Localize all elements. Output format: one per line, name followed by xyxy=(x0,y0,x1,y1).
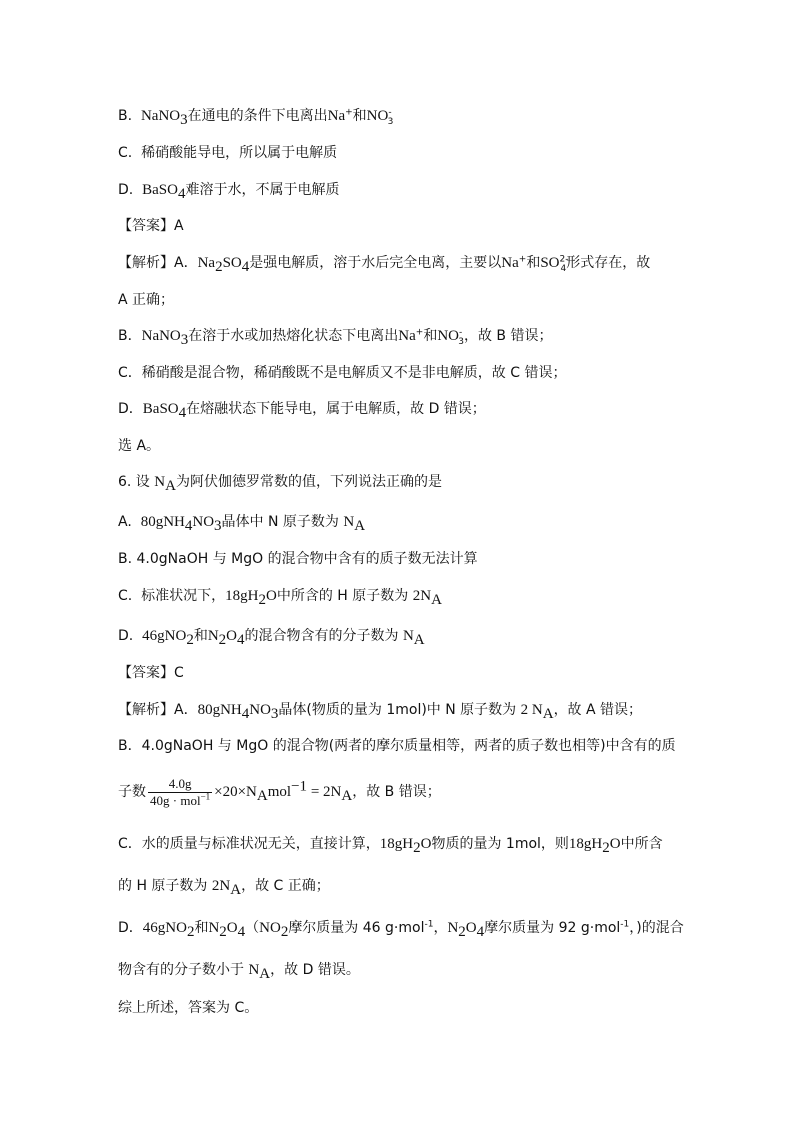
text: 稀硝酸能导电，所以属于电解质 xyxy=(141,145,338,161)
formula: 2 N xyxy=(520,702,543,718)
text: 和 xyxy=(526,255,541,271)
text: 标准状况下， xyxy=(141,588,226,604)
text: 的 H 原子数为 xyxy=(118,878,212,894)
text: ，故 B 错误； xyxy=(352,784,441,800)
subscript: 2 xyxy=(219,923,227,940)
text: 难溶于水，不属于电解质 xyxy=(185,182,340,198)
formula: 18gH xyxy=(379,836,414,852)
formula: 80gNH xyxy=(197,702,242,718)
text: 和 xyxy=(194,920,209,936)
q6-analysis-d-cont xyxy=(118,960,360,980)
subscript: A xyxy=(165,477,176,494)
formula: N xyxy=(154,474,166,490)
formula: NO xyxy=(192,514,215,530)
analysis-label: 【解析】 xyxy=(118,255,174,271)
formula: ×20×N xyxy=(214,784,257,800)
subscript: 2 xyxy=(413,839,421,856)
option-label: D. xyxy=(118,628,134,644)
answer-value: C xyxy=(174,665,184,681)
subscript: A xyxy=(256,787,268,804)
subscript: 4 xyxy=(241,705,250,722)
analysis-a xyxy=(118,253,650,273)
text: B． xyxy=(118,328,142,344)
option-label: D. xyxy=(118,182,134,198)
text: 是强电解质，溶于水后完全电离，主要以 xyxy=(249,255,502,271)
text: ，故 A 错误； xyxy=(553,702,643,718)
text: 在溶于水或加热熔化状态下电离出 xyxy=(188,328,399,344)
formula: Na xyxy=(398,328,416,344)
formula: = 2N xyxy=(307,784,342,800)
formula: O xyxy=(226,628,237,644)
formula: N xyxy=(402,628,414,644)
q6-analysis-a xyxy=(118,700,642,720)
subscript: 2 xyxy=(186,631,194,648)
subscript: 4 xyxy=(178,404,187,421)
text: ，)的混合 xyxy=(629,920,684,936)
formula: N xyxy=(248,962,260,978)
subscript: 4 xyxy=(177,185,186,202)
text: C．水的质量与标准状况无关，直接计算， xyxy=(118,836,380,852)
q6-option-c xyxy=(118,586,442,606)
formula: O xyxy=(420,836,432,852)
subscript: A xyxy=(542,705,554,722)
option-b xyxy=(118,106,393,126)
subscript: 2 xyxy=(602,839,610,856)
subscript: A xyxy=(341,787,353,804)
formula: 46gNO xyxy=(142,628,187,644)
text: 选 A。 xyxy=(118,438,161,454)
formula: NaNO xyxy=(141,328,181,344)
text: 中所含 xyxy=(620,836,663,852)
choose-line xyxy=(118,436,160,456)
subscript: 4 xyxy=(184,517,193,534)
subscript: 3 xyxy=(387,116,394,127)
subscript: A xyxy=(230,881,242,898)
formula: N xyxy=(447,920,459,936)
subscript: 2 xyxy=(186,923,195,940)
subscript: 4 xyxy=(241,258,250,275)
superscript: -1 xyxy=(424,919,434,930)
q6-analysis-c xyxy=(118,834,663,854)
q6-analysis-d xyxy=(118,918,684,938)
text: 和 xyxy=(352,108,367,124)
formula: 2N xyxy=(412,588,432,604)
formula: O xyxy=(465,920,477,936)
formula: Na xyxy=(197,255,216,271)
text: 物质的量为 1mol，则 xyxy=(431,836,569,852)
formula: 18gH xyxy=(225,588,259,604)
subscript: 4 xyxy=(237,923,246,940)
subscript: 4 xyxy=(560,263,567,274)
q6-option-a xyxy=(118,512,365,532)
subscript: 4 xyxy=(476,923,485,940)
text: （ xyxy=(245,920,260,936)
formula: O xyxy=(226,920,238,936)
answer-label: 【答案】 xyxy=(118,665,174,681)
option-label: C. xyxy=(118,588,133,604)
superscript: - xyxy=(388,107,392,118)
question-6-stem xyxy=(118,472,442,492)
q6-analysis-b-formula xyxy=(118,774,441,810)
subscript: 3 xyxy=(180,111,188,128)
subscript: 2 xyxy=(258,591,266,608)
formula: Na xyxy=(327,108,346,124)
formula: BaSO xyxy=(142,182,178,198)
text: B．4.0gNaOH 与 MgO 的混合物(两者的摩尔质量相等，两者的质子数也相等)中含有的质 xyxy=(118,738,676,754)
formula: NO xyxy=(259,920,281,936)
subscript: 3 xyxy=(458,336,464,347)
subscript: A xyxy=(354,517,366,534)
text: D． xyxy=(118,401,143,417)
subscript: 2 xyxy=(458,923,466,940)
subscript: A xyxy=(413,631,425,648)
analysis-label: 【解析】 xyxy=(118,702,174,718)
subscript: 2 xyxy=(218,631,227,648)
text: 在通电的条件下电离出 xyxy=(187,108,328,124)
subscript: A xyxy=(259,965,271,982)
text: 在熔融状态下能导电，属于电解质，故 D 错误； xyxy=(186,401,486,417)
formula: SO xyxy=(540,255,560,271)
subscript: 3 xyxy=(180,331,189,348)
text: 摩尔质量为 92 g·mol xyxy=(484,920,621,936)
text: 40g · mol xyxy=(150,792,201,808)
formula: SO xyxy=(222,255,242,271)
text: B. 4.0gNaOH 与 MgO 的混合物中含有的质子数无法计算 xyxy=(118,551,478,567)
formula: O xyxy=(609,836,621,852)
fraction-denominator xyxy=(148,793,212,809)
text: 为阿伏伽德罗常数的值，下列说法正确的是 xyxy=(175,474,442,490)
text: ，故 C 正确； xyxy=(241,878,330,894)
answer-label: 【答案】 xyxy=(118,218,174,234)
analysis-c xyxy=(118,363,566,383)
formula: 46gNO xyxy=(142,920,187,936)
text: 和 xyxy=(193,628,208,644)
text: 物含有的分子数小于 xyxy=(118,962,249,978)
text: 摩尔质量为 46 g·mol xyxy=(288,920,425,936)
text: A． xyxy=(174,702,198,718)
answer-value: A xyxy=(174,218,184,234)
q6-summary xyxy=(118,998,258,1018)
q6-option-b xyxy=(118,549,478,569)
option-label: A. xyxy=(118,514,132,530)
q6-option-d xyxy=(118,626,425,646)
formula: O xyxy=(265,588,277,604)
formula: N xyxy=(343,514,355,530)
text: 子数 xyxy=(118,784,146,800)
text: 的混合物含有的分子数为 xyxy=(244,628,403,644)
formula: N xyxy=(208,920,220,936)
text: 形式存在，故 xyxy=(566,255,651,271)
option-label: B. xyxy=(118,108,133,124)
text: 晶体(物质的量为 1mol)中 N 原子数为 xyxy=(278,702,521,718)
text: A． xyxy=(174,255,198,271)
subscript: A xyxy=(431,591,442,608)
subscript: 2 xyxy=(280,923,289,940)
subscript: 3 xyxy=(270,705,279,722)
formula: NO xyxy=(249,702,271,718)
q6-answer xyxy=(118,663,184,683)
text: 和 xyxy=(423,328,438,344)
superscript: −1 xyxy=(291,778,308,795)
text: ， xyxy=(433,920,448,936)
formula: BaSO xyxy=(142,401,179,417)
text: C．稀硝酸是混合物，稀硝酸既不是电解质又不是非电解质，故 C 错误； xyxy=(118,365,567,381)
superscript: + xyxy=(518,254,527,265)
text: 中所含的 H 原子数为 xyxy=(276,588,413,604)
answer xyxy=(118,216,184,236)
subscript: 2 xyxy=(215,258,223,275)
analysis-d xyxy=(118,399,486,419)
text: ，故 D 错误。 xyxy=(270,962,360,978)
formula: 80gNH xyxy=(140,514,185,530)
superscript: - xyxy=(458,327,463,338)
option-label: C. xyxy=(118,145,133,161)
text: 6. 设 xyxy=(118,474,155,490)
formula: 2N xyxy=(211,878,231,894)
superscript: −1 xyxy=(200,791,211,802)
formula: Na xyxy=(501,255,519,271)
fraction-numerator: 4.0g xyxy=(148,776,212,793)
q6-analysis-c-cont xyxy=(118,876,330,896)
option-c xyxy=(118,143,337,163)
text: ，故 B 错误； xyxy=(463,328,553,344)
superscript: -1 xyxy=(620,919,630,930)
superscript: + xyxy=(415,327,424,338)
formula: NO xyxy=(437,328,459,344)
formula: NaNO xyxy=(140,108,181,124)
text: D． xyxy=(118,920,143,936)
q6-analysis-b xyxy=(118,736,676,756)
text: 晶体中 N 原子数为 xyxy=(221,514,344,530)
option-d xyxy=(118,180,339,200)
formula: NO xyxy=(366,108,389,124)
formula: mol xyxy=(267,784,292,800)
superscript: 2- xyxy=(559,254,569,265)
fraction xyxy=(148,776,212,809)
analysis-a-cont xyxy=(118,290,174,310)
formula: 18gH xyxy=(568,836,603,852)
superscript: + xyxy=(345,107,353,118)
analysis-b xyxy=(118,326,552,346)
subscript: 4 xyxy=(237,631,245,648)
formula: N xyxy=(207,628,219,644)
text: A 正确； xyxy=(118,292,175,308)
subscript: 3 xyxy=(214,517,222,534)
text: 综上所述，答案为 C。 xyxy=(118,1000,259,1016)
